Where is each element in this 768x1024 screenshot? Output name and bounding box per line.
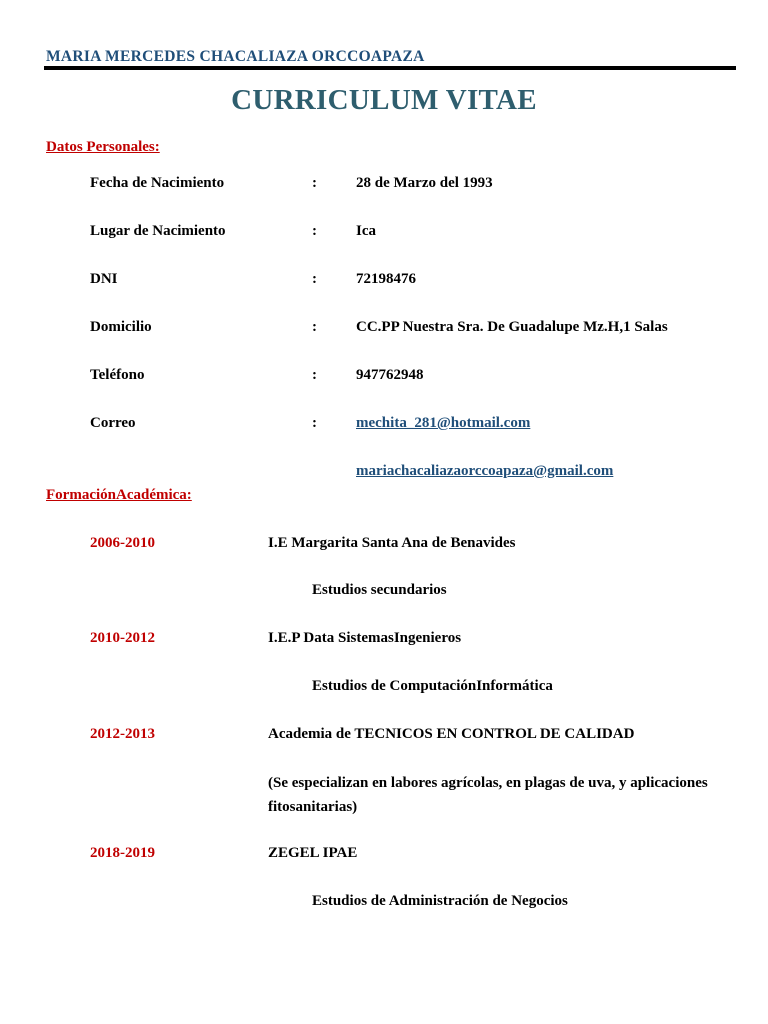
education-note: (Se especializan en labores agrícolas, en plagas de uva, y aplicaciones fitosanitarias) (268, 775, 708, 815)
education-years: 2010-2012 (90, 630, 155, 646)
row-label: Domicilio (90, 319, 152, 335)
education-description: Estudios de ComputaciónInformática (312, 678, 553, 694)
row-label: Teléfono (90, 367, 145, 383)
section-heading-education: FormaciónAcadémica: (46, 487, 192, 503)
education-years: 2006-2010 (90, 535, 155, 551)
row-separator: : (312, 415, 317, 431)
education-years: 2018-2019 (90, 845, 155, 861)
education-institution: Academia de TECNICOS EN CONTROL DE CALIDAD (268, 726, 635, 742)
row-value: 72198476 (356, 271, 416, 287)
education-institution: I.E Margarita Santa Ana de Benavides (268, 535, 516, 551)
email-link-primary[interactable]: mechita_281@hotmail.com (356, 415, 531, 431)
education-description: Estudios secundarios (312, 582, 447, 598)
education-years: 2012-2013 (90, 726, 155, 742)
personal-row-birthplace (0, 223, 768, 245)
personal-row-birthdate (0, 175, 768, 197)
row-separator: : (312, 319, 317, 335)
education-institution: I.E.P Data SistemasIngenieros (268, 630, 462, 646)
page-title: CURRICULUM VITAE (231, 84, 537, 116)
section-heading-personal: Datos Personales: (46, 139, 160, 155)
row-value: 28 de Marzo del 1993 (356, 175, 493, 191)
email-link-secondary[interactable]: mariachacaliazaorccoapaza@gmail.com (356, 463, 614, 479)
personal-row-dni (0, 271, 768, 293)
education-institution: ZEGEL IPAE (268, 845, 358, 861)
row-label: Lugar de Nacimiento (90, 223, 226, 239)
header-rule (44, 66, 736, 70)
row-separator: : (312, 367, 317, 383)
row-separator: : (312, 175, 317, 191)
row-separator: : (312, 271, 317, 287)
row-value: 947762948 (356, 367, 424, 383)
row-value: Ica (356, 223, 376, 239)
row-separator: : (312, 223, 317, 239)
name-header: MARIA MERCEDES CHACALIAZA ORCCOAPAZA (46, 48, 425, 65)
row-label: DNI (90, 271, 118, 287)
education-description: Estudios de Administración de Negocios (312, 893, 568, 909)
personal-row-address (0, 319, 768, 341)
row-label: Fecha de Nacimiento (90, 175, 225, 191)
personal-row-phone (0, 367, 768, 389)
personal-row-email (0, 415, 768, 437)
row-value: CC.PP Nuestra Sra. De Guadalupe Mz.H,1 Salas (356, 319, 668, 335)
personal-row-email-secondary (0, 463, 768, 485)
row-label: Correo (90, 415, 136, 431)
